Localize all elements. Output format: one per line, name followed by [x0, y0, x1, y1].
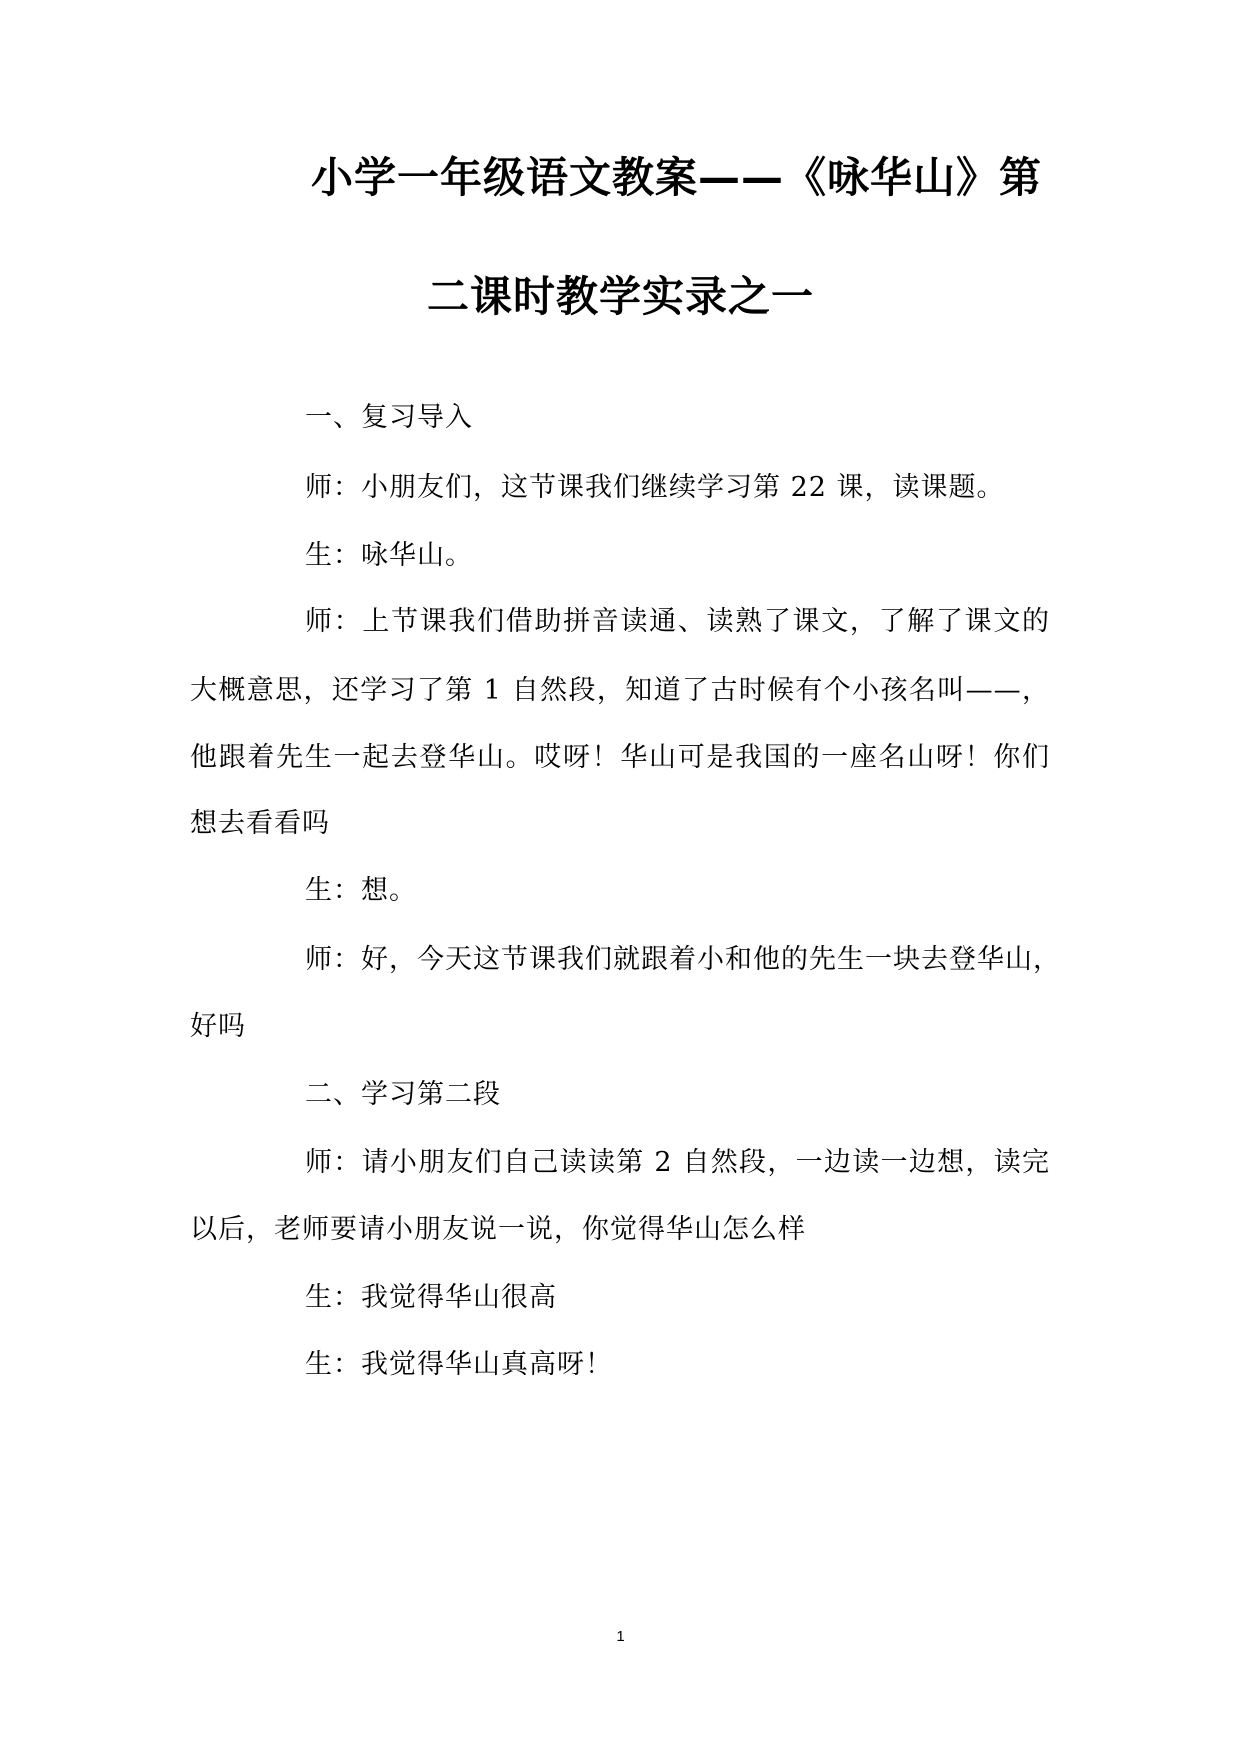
paragraph-line: 生：想。	[305, 875, 417, 906]
paragraph-line: 生：我觉得华山很高	[305, 1282, 557, 1313]
document-title-line-2: 二课时教学实录之一	[426, 272, 814, 321]
section-heading-review: 一、复习导入	[305, 402, 473, 433]
paragraph-line: 他跟着先生一起去登华山。哎呀！华山可是我国的一座名山呀！你们	[190, 742, 1050, 773]
page-number: 1	[616, 1628, 625, 1645]
paragraph-line: 师：好，今天这节课我们就跟着小和他的先生一块去登华山，	[305, 944, 1061, 975]
paragraph-line: 生：我觉得华山真高呀！	[305, 1349, 613, 1380]
paragraph-line: 师：小朋友们，这节课我们继续学习第 22 课，读课题。	[305, 472, 1005, 503]
paragraph-line: 生：咏华山。	[305, 540, 473, 571]
paragraph-line: 以后，老师要请小朋友说一说，你觉得华山怎么样	[190, 1214, 806, 1245]
paragraph-line: 师：上节课我们借助拼音读通、读熟了课文，了解了课文的	[305, 606, 1050, 637]
paragraph-line: 好吗	[190, 1011, 246, 1042]
document-title-line-1: 小学一年级语文教案——《咏华山》第	[310, 153, 1042, 202]
paragraph-line: 想去看看吗	[190, 808, 330, 839]
paragraph-line: 师：请小朋友们自己读读第 2 自然段，一边读一边想，读完	[305, 1147, 1050, 1178]
paragraph-line: 大概意思，还学习了第 1 自然段，知道了古时候有个小孩名叫——，	[190, 675, 1050, 706]
section-heading-second-paragraph: 二、学习第二段	[305, 1079, 501, 1110]
